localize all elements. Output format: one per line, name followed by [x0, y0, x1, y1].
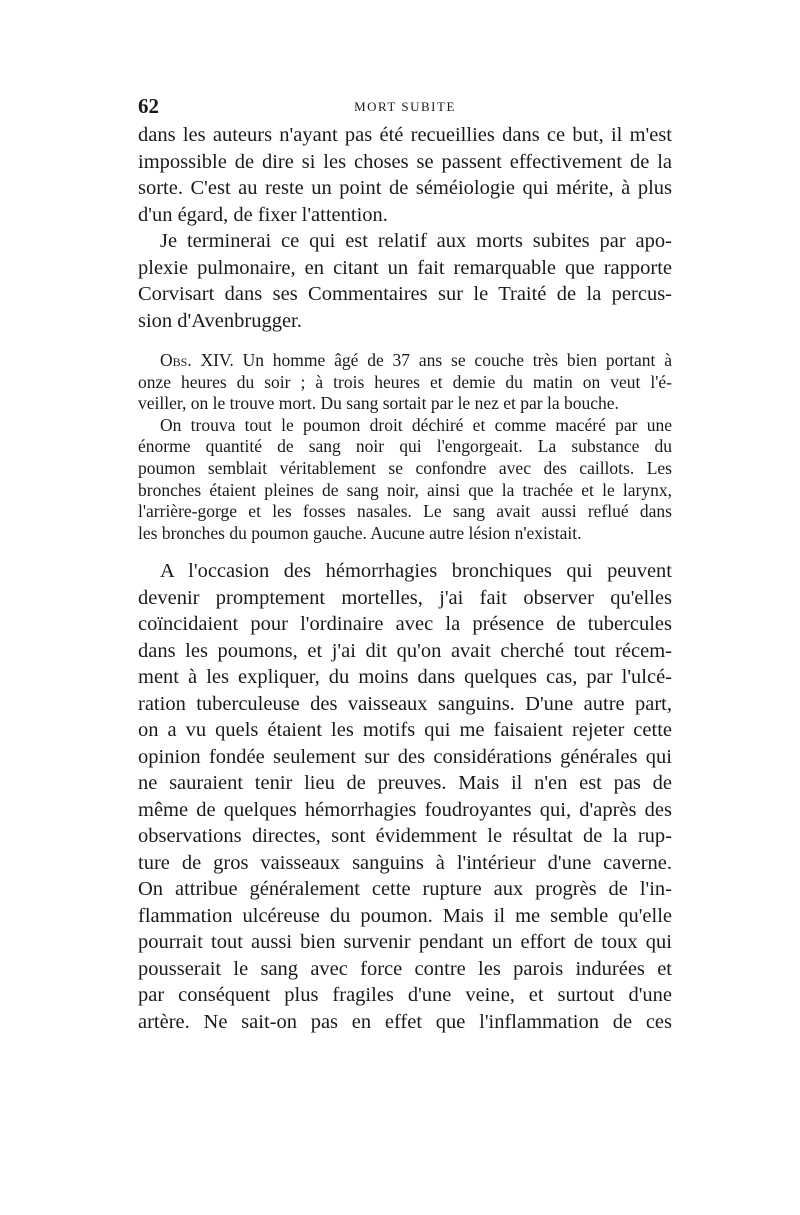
text-line: devenir promptement mortelles, j'ai fait observer qu'elles	[138, 586, 672, 609]
text-line: A l'occasion des hémorrhagies bronchiques qui peuvent	[160, 560, 672, 583]
text-line: bronches étaient pleines de sang noir, ainsi que la trachée et le larynx,	[138, 479, 672, 500]
text-line: coïncidaient pour l'ordinaire avec la présence de tubercules	[138, 613, 672, 636]
text-line: on a vu quels étaient les motifs qui me faisaient rejeter cette	[138, 719, 672, 742]
text-line: dans les auteurs n'ayant pas été recueillies dans ce but, il m'est	[138, 124, 672, 146]
text-line: d'un égard, de fixer l'attention.	[138, 203, 388, 226]
running-title: MORT SUBITE	[354, 99, 456, 114]
text-line: ration tuberculeuse des vaisseaux sanguins. D'une autre part,	[138, 692, 672, 715]
text-line: même de quelques hémorrhagies foudroyantes qui, d'après des	[138, 798, 672, 821]
text-line: sorte. C'est au reste un point de séméiologie qui mérite, à plus	[138, 177, 672, 199]
paragraph-hemorrhagies	[138, 558, 672, 1035]
text-line: ture de gros vaisseaux sanguins à l'intérieur d'une caverne.	[138, 851, 672, 874]
text-line: Un homme âgé de 37 ans se couche très bien portant à	[242, 350, 673, 370]
text-line: pousserait le sang avec force contre les parois indurées et	[138, 957, 672, 980]
text-line: onze heures du soir ; à trois heures et demie du matin on veut l'é-	[138, 371, 672, 392]
text-line: l'arrière-gorge et les fosses nasales. Le sang avait aussi reflué dans	[138, 501, 672, 522]
text-line: poumon semblait véritablement se confondre avec des caillots. Les	[138, 457, 672, 478]
text-line: Corvisart dans ses Commentaires sur le Traité de la percus-	[138, 283, 672, 305]
text-line: dans les poumons, et j'ai dit qu'on avait cherché tout récem-	[138, 639, 672, 662]
text-line: énorme quantité de sang noir qui l'engorgeait. La substance du	[138, 436, 672, 457]
page-header	[138, 92, 672, 122]
text-line: observations directes, sont évidemment le résultat de la rup-	[138, 825, 672, 848]
text-line: pourrait tout aussi bien survenir pendant un effort de toux qui	[138, 931, 672, 954]
observation-label: Obs. XIV.	[160, 350, 234, 370]
observation-first-line	[138, 350, 672, 372]
paragraph-corvisart	[138, 228, 672, 334]
text-line: flammation ulcéreuse du poumon. Mais il me semble qu'elle	[138, 904, 672, 927]
text-line: sion d'Avenbrugger.	[138, 309, 302, 332]
observation-block	[138, 350, 672, 544]
page-number: 62	[138, 94, 159, 118]
text-line: par conséquent plus fragiles d'une veine, et surtout d'une	[138, 984, 672, 1007]
text-line: Je terminerai ce qui est relatif aux morts subites par apo-	[160, 230, 672, 252]
paragraph-continuation	[138, 122, 672, 228]
text-line: ment à les expliquer, du moins dans quelques cas, par l'ulcé-	[138, 666, 672, 689]
text-line: ne sauraient tenir lieu de preuves. Mais il n'en est pas de	[138, 772, 672, 795]
text-line: opinion fondée seulement sur des considérations générales qui	[138, 745, 672, 768]
text-line: On attribue généralement cette rupture aux progrès de l'in-	[138, 878, 672, 901]
text-line: On trouva tout le poumon droit déchiré et comme macéré par une	[160, 414, 672, 435]
book-page	[138, 92, 672, 1035]
text-line: plexie pulmonaire, en citant un fait remarquable que rapporte	[138, 256, 672, 279]
text-line: les bronches du poumon gauche. Aucune autre lésion n'existait.	[138, 522, 582, 543]
text-line: veiller, on le trouve mort. Du sang sortait par le nez et par la bouche.	[138, 393, 619, 414]
text-line: impossible de dire si les choses se passent effectivement de la	[138, 150, 672, 173]
text-line: artère. Ne sait-on pas en effet que l'inflammation de ces	[138, 1010, 672, 1033]
